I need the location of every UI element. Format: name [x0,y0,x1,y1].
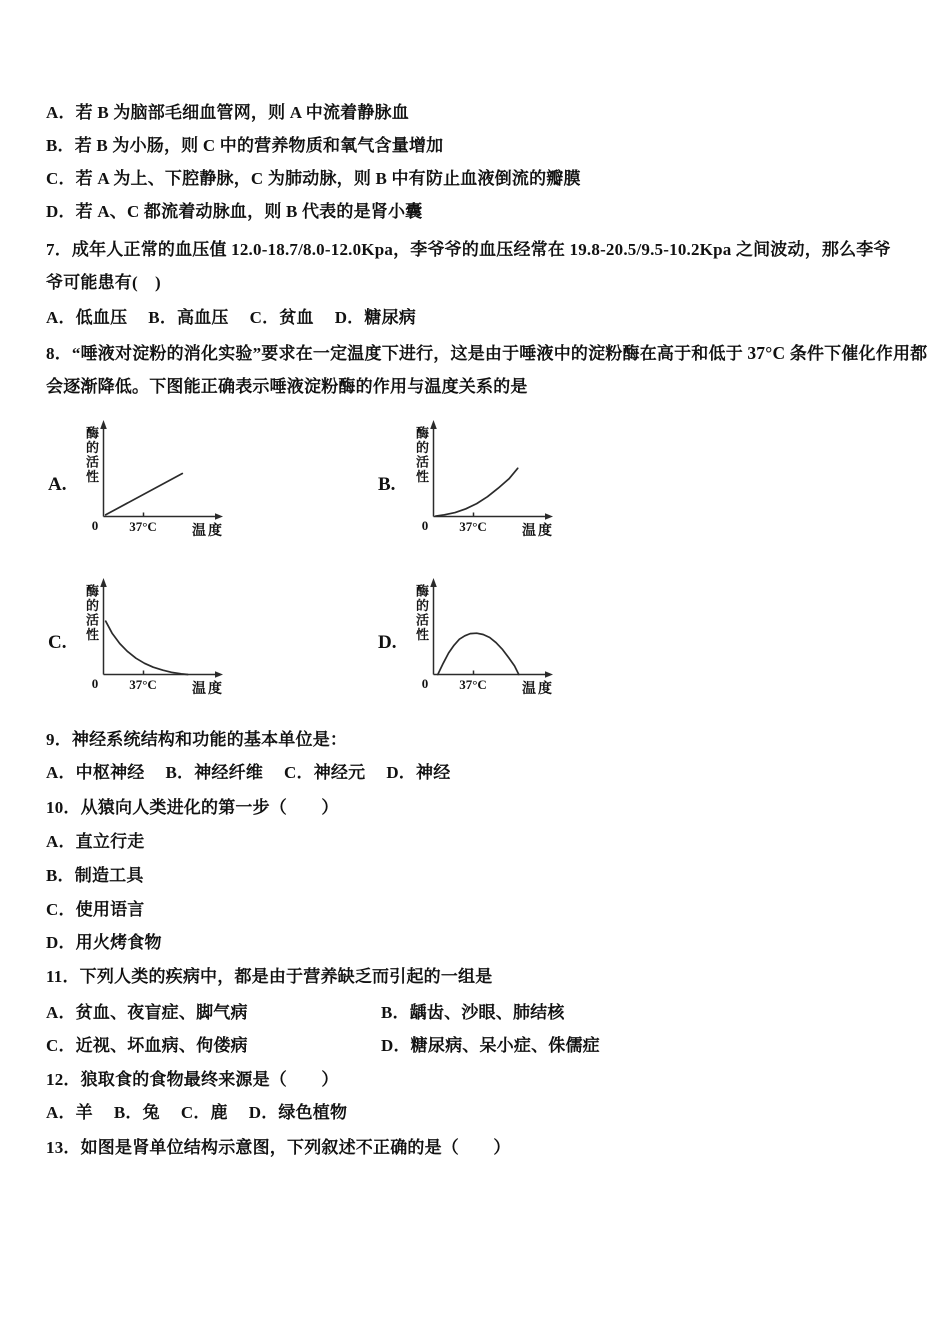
q8-temperature-bold: 37°C [747,343,786,363]
x-axis-arrow [545,671,553,678]
q12-option-c: C．鹿 [180,1103,228,1122]
panel-letter-b: B. [378,474,396,495]
curve-exponential-decrease [106,621,188,674]
q6-option-d: D．若 A、C 都流着动脉血，则 B 代表的是肾小囊 [46,202,423,221]
q9-option-d: D．神经 [386,763,451,782]
q9-options [46,762,450,784]
q6-option-c: C．若 A 为上、下腔静脉，C 为肺动脉，则 B 中有防止血液倒流的瓣膜 [46,169,581,188]
q6-option-a: A．若 B 为脑部毛细血管网，则 A 中流着静脉血 [46,103,409,122]
q10-stem: 10．从猿向人类进化的第一步（ ） [46,798,339,817]
x-axis-label: 温度 [192,524,224,539]
q12-option-d: D．绿色植物 [248,1103,348,1122]
curve-accelerating-increase [436,468,518,516]
q6-option-b: B．若 B 为小肠，则 C 中的营养物质和氧气含量增加 [46,136,444,155]
tick-label-37c: 37°C [129,519,157,534]
plot-a [97,420,229,524]
q11-option-d: D．糖尿病、呆小症、侏儒症 [381,1036,600,1055]
q11-option-c: C．近视、坏血病、佝偻病 [46,1036,248,1055]
q9-stem: 9．神经系统结构和功能的基本单位是： [46,730,348,749]
q11-option-b: B．龋齿、沙眼、肺结核 [381,1003,565,1022]
origin-label: 0 [421,676,429,691]
q8-stem-pre: 8．“唾液对淀粉的消化实验”要求在一定温度下进行，这是由于唾液中的淀粉酶在高于和低于 [46,344,748,363]
enzyme-temp-graph-c [40,578,275,708]
origin-label: 0 [91,676,99,691]
enzyme-temp-graph-b [370,420,605,550]
q9-option-c: C．神经元 [284,763,366,782]
q12-option-a: A．羊 [46,1103,93,1122]
q9-option-b: B．神经纤维 [165,763,264,782]
q10-option-d: D．用火烤食物 [46,933,162,952]
q10-option-b: B．制造工具 [46,866,144,885]
q7-options [46,307,416,329]
panel-letter-d: D. [378,632,397,653]
q11-option-a: A．贫血、夜盲症、脚气病 [46,1003,248,1022]
curve-bell-peak [438,633,519,674]
x-axis-arrow [215,671,223,678]
x-axis-label: 温度 [192,682,224,697]
q12-options [46,1102,347,1124]
enzyme-temp-graph-a [40,420,275,550]
q11-options-row2 [46,1035,600,1057]
q7-stem-line2: 爷可能患有( ) [46,273,161,292]
x-axis-arrow [215,513,223,520]
x-axis-label: 温度 [522,524,554,539]
q13-stem: 13．如图是肾单位结构示意图，下列叙述不正确的是（ ） [46,1138,511,1157]
x-axis-label: 温度 [522,682,554,697]
q11-options-row1 [46,1002,565,1024]
plot-d [427,578,559,682]
y-axis-label: 酶的活性 [414,584,429,642]
q7-stem-line1: 7．成年人正常的血压值 12.0-18.7/8.0-12.0Kpa，李爷爷的血压经常在 19.8-20.5/9.5-10.2Kpa 之间波动，那么李爷 [46,240,891,259]
curve-linear-increase [106,474,183,515]
panel-letter-c: C. [48,632,67,653]
q12-option-b: B．兔 [113,1103,160,1122]
q9-option-a: A．中枢神经 [46,763,145,782]
q7-option-b: B．高血压 [148,308,229,327]
q7-option-c: C．贫血 [249,308,314,327]
x-axis-arrow [545,513,553,520]
q8-stem-line1 [46,342,927,365]
y-axis-label: 酶的活性 [84,426,99,484]
origin-label: 0 [421,518,429,533]
q10-option-a: A．直立行走 [46,832,145,851]
tick-label-37c: 37°C [129,677,157,692]
tick-label-37c: 37°C [459,519,487,534]
q8-stem-post: 条件下催化作用都 [785,344,928,363]
enzyme-temp-graph-d [370,578,605,708]
tick-label-37c: 37°C [459,677,487,692]
plot-c [97,578,229,682]
q7-option-a: A．低血压 [46,308,128,327]
origin-label: 0 [91,518,99,533]
q12-stem: 12．狼取食的食物最终来源是（ ） [46,1070,339,1089]
plot-b [427,420,559,524]
q8-stem-line2: 会逐渐降低。下图能正确表示唾液淀粉酶的作用与温度关系的是 [46,377,528,396]
y-axis-label: 酶的活性 [84,584,99,642]
q7-option-d: D．糖尿病 [334,308,416,327]
q10-option-c: C．使用语言 [46,900,145,919]
panel-letter-a: A. [48,474,67,495]
y-axis-label: 酶的活性 [414,426,429,484]
q11-stem: 11．下列人类的疾病中，都是由于营养缺乏而引起的一组是 [46,967,493,986]
